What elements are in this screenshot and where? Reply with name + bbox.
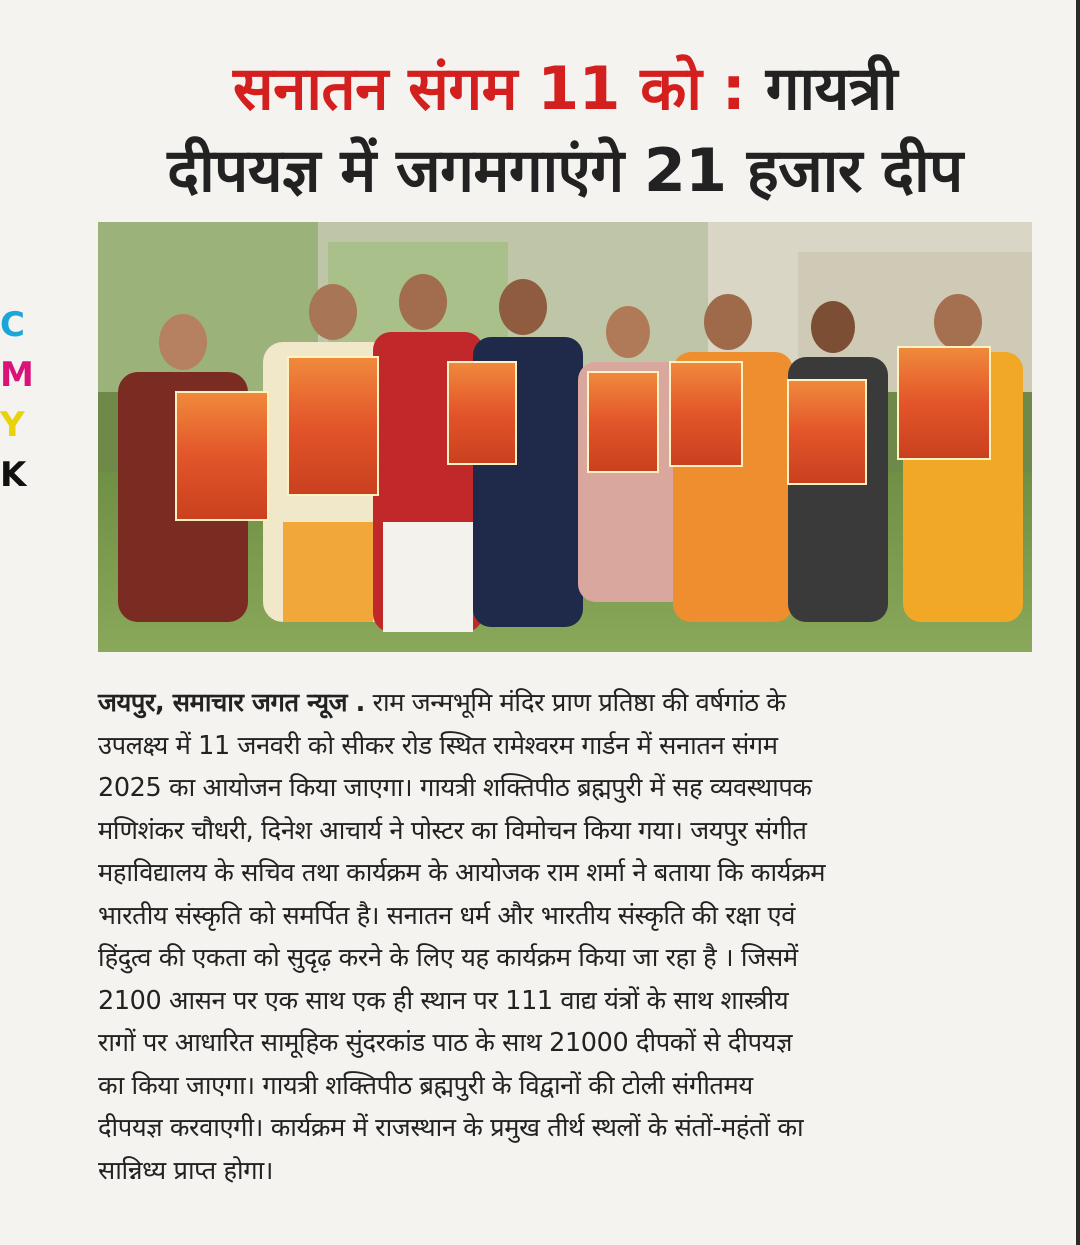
article-line: महाविद्यालय के सचिव तथा कार्यक्रम के आयोजक राम शर्मा ने बताया कि कार्यक्रम [98, 858, 826, 888]
headline-line-2: दीपयज्ञ में जगमगाएंगे 21 हजार दीप [167, 136, 963, 206]
headline-red-part: सनातन संगम 11 को : [233, 54, 746, 124]
article-line: उपलक्ष्य में 11 जनवरी को सीकर रोड स्थित रामेश्वरम गार्डन में सनातन संगम [98, 730, 778, 761]
article-line: रागों पर आधारित सामूहिक सुंदरकांड पाठ के साथ 21000 दीपकों से दीपयज्ञ [98, 1028, 793, 1058]
article-body [98, 682, 1043, 1192]
article-line: भारतीय संस्कृति को समर्पित है। सनातन धर्म और भारतीय संस्कृति की रक्षा एवं [98, 900, 796, 931]
article-line: सान्निध्य प्राप्त होगा। [98, 1155, 274, 1186]
article-line: हिंदुत्व की एकता को सुदृढ़ करने के लिए यह कार्यक्रम किया जा रहा है । जिसमें [98, 943, 798, 973]
article-line: का किया जाएगा। गायत्री शक्तिपीठ ब्रह्मपुरी के विद्वानों की टोली संगीतमय [98, 1070, 753, 1101]
magenta-mark: M [0, 355, 34, 395]
article-line: 2025 का आयोजन किया जाएगा। गायत्री शक्तिपीठ ब्रह्मपुरी में सह व्यवस्थापक [98, 773, 812, 803]
article-line [98, 682, 1043, 725]
dateline: जयपुर, समाचार जगत न्यूज . [98, 688, 365, 718]
article-line: मणिशंकर चौधरी, दिनेश आचार्य ने पोस्टर का विमोचन किया गया। जयपुर संगीत [98, 815, 807, 846]
group-photo-illustration [98, 222, 1032, 652]
yellow-mark: Y [0, 405, 25, 445]
headline-black-part: गायत्री [765, 54, 897, 124]
news-photo [98, 222, 1032, 652]
black-mark: K [0, 455, 27, 495]
headline-line-1 [60, 48, 1070, 130]
cmyk-registration-marks [0, 300, 34, 500]
headline [60, 48, 1070, 212]
page-edge-rule [1076, 0, 1080, 1245]
article-line: दीपयज्ञ करवाएगी। कार्यक्रम में राजस्थान के प्रमुख तीर्थ स्थलों के संतों-महंतों का [98, 1113, 804, 1143]
cyan-mark: C [0, 305, 25, 345]
article-text: राम जन्मभूमि मंदिर प्राण प्रतिष्ठा की वर्षगांठ के [372, 688, 786, 718]
article-line: 2100 आसन पर एक साथ एक ही स्थान पर 111 वाद्य यंत्रों के साथ शास्त्रीय [98, 985, 789, 1016]
